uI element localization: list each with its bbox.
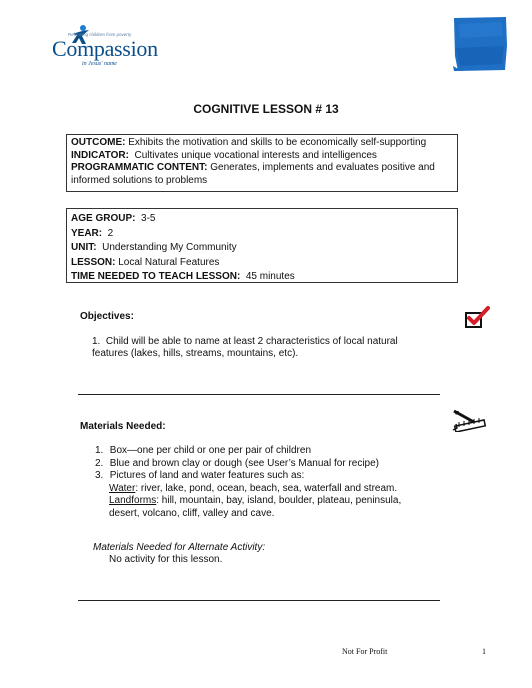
water-line xyxy=(95,483,435,496)
objective-number: 1. xyxy=(92,336,101,347)
page-title: COGNITIVE LESSON # 13 xyxy=(193,102,339,116)
logo-tagline: Releasing children from poverty xyxy=(68,32,132,37)
materials-item-number: 1. xyxy=(95,445,104,456)
divider xyxy=(78,394,440,395)
outcome-value: Exhibits the motivation and skills to be economically self-supporting xyxy=(125,137,427,148)
compassion-logo xyxy=(52,24,164,68)
checkbox-check-icon xyxy=(464,306,490,330)
logo-subline: in Jesus' name xyxy=(82,61,117,67)
materials-item-number: 2. xyxy=(95,457,104,469)
landforms-line xyxy=(95,495,435,508)
landforms-label: Landforms xyxy=(109,495,157,506)
time-label: TIME NEEDED TO TEACH LESSON: xyxy=(71,271,241,282)
objective-item xyxy=(92,336,398,349)
outcome-label: OUTCOME: xyxy=(71,137,126,148)
materials-item xyxy=(95,445,435,458)
materials-item xyxy=(95,470,435,483)
content-value-line1: Generates, implements and evaluates positive and xyxy=(207,162,435,173)
materials-list xyxy=(95,445,435,520)
materials-item-number: 3. xyxy=(95,470,104,481)
alternate-text: No activity for this lesson. xyxy=(109,554,223,565)
unit-value: Understanding My Community xyxy=(96,242,237,253)
water-label: Water xyxy=(109,482,136,494)
lesson-value: Local Natural Features xyxy=(115,256,220,268)
age-group-value: 3-5 xyxy=(135,213,156,224)
age-group-label: AGE GROUP: xyxy=(71,213,136,224)
objectives-heading: Objectives: xyxy=(80,311,134,322)
blue-brush-patch xyxy=(452,16,508,72)
alternate-heading: Materials Needed for Alternate Activity: xyxy=(93,542,266,553)
content-label: PROGRAMMATIC CONTENT: xyxy=(71,162,208,173)
objective-line2: features (lakes, hills, streams, mountains, etc). xyxy=(92,348,299,359)
unit-label: UNIT: xyxy=(71,242,97,253)
page-number: 1 xyxy=(482,647,486,656)
objective-line1: Child will be able to name at least 2 characteristics of local natural xyxy=(105,336,398,347)
indicator-value: Cultivates unique vocational interests and intelligences xyxy=(128,149,377,161)
materials-item-text: Pictures of land and water features such as: xyxy=(109,470,305,481)
content-value-line2: informed solutions to problems xyxy=(71,174,208,186)
logo-wordmark: Compassion xyxy=(52,36,158,61)
landforms-text-line1: : hill, mountain, bay, island, boulder, plateau, peninsula, xyxy=(156,495,402,506)
footer-note: Not For Profit xyxy=(342,647,388,656)
outcome-box xyxy=(66,134,458,192)
time-value: 45 minutes xyxy=(240,271,295,282)
materials-heading: Materials Needed: xyxy=(80,421,166,432)
indicator-label: INDICATOR: xyxy=(71,149,129,161)
landforms-text-line2: desert, volcano, cliff, valley and cave. xyxy=(109,507,275,519)
water-text: : river, lake, pond, ocean, beach, sea, waterfall and stream. xyxy=(135,482,398,494)
lesson-label: LESSON: xyxy=(71,256,116,268)
lesson-info-box xyxy=(66,208,458,283)
materials-item-text: Blue and brown clay or dough (see User’s Manual for recipe) xyxy=(109,457,379,469)
materials-item-text: Box—one per child or one per pair of children xyxy=(109,445,312,456)
divider xyxy=(78,600,440,601)
pencil-ruler-icon xyxy=(451,408,487,432)
year-value: 2 xyxy=(102,227,114,239)
materials-item xyxy=(95,458,435,471)
year-label: YEAR: xyxy=(71,227,103,239)
